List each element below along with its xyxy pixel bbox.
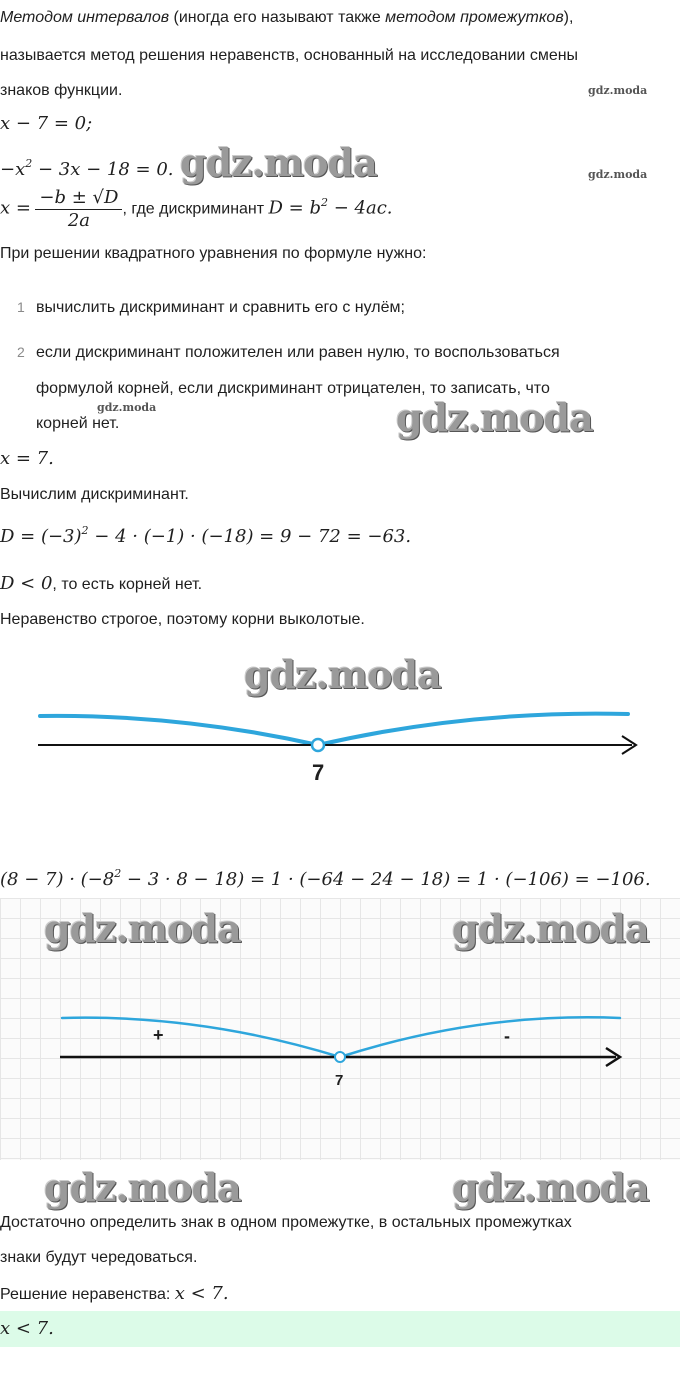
root-formula <box>0 187 393 232</box>
watermark-small: gdz.moda <box>588 168 648 181</box>
formula-denominator: 2a <box>67 210 91 231</box>
point-label: 7 <box>335 1072 344 1089</box>
disc-result-text: , то есть корней нет. <box>52 576 203 593</box>
disc-calc-b: − 4 · (−1) · (−18) = 9 − 72 = −63. <box>88 526 412 547</box>
answer-text: x < 7. <box>0 1318 54 1339</box>
disc-result-math: D < 0 <box>0 573 53 594</box>
formula-fraction <box>35 187 122 232</box>
minus-sign: - <box>504 1026 510 1046</box>
formula-disc-exp: 2 <box>321 195 329 209</box>
watermark-large: gdz.moda <box>44 906 241 951</box>
formula-disc-end: − 4ac. <box>328 197 393 219</box>
alternate-line-1: Достаточно определить знак в одном промежутке, в остальных промежутках <box>0 1214 572 1231</box>
term-gap-method: методом промежутков <box>385 9 564 26</box>
watermark-small: gdz.moda <box>588 84 648 97</box>
watermark-large: gdz.moda <box>452 906 649 951</box>
disc-result <box>0 574 202 595</box>
strict-note: Неравенство строгое, поэтому корни выколотые. <box>0 611 365 628</box>
solution-line <box>0 1284 229 1305</box>
intro-line-2: называется метод решения неравенств, основанный на исследовании смены <box>0 47 579 64</box>
test-calculation <box>0 867 651 892</box>
answer-box <box>0 1311 680 1347</box>
open-point <box>312 739 324 751</box>
eq2-part-b: − 3x − 18 = 0. <box>32 159 174 180</box>
disc-calc-a: D = (−3) <box>0 526 82 547</box>
intro-text-2: ), <box>563 9 574 26</box>
watermark-large: gdz.moda <box>44 1165 241 1210</box>
term-interval-method: Методом интервалов <box>0 9 170 26</box>
intro-line-3: знаков функции. <box>0 82 123 99</box>
step-2-line-3: корней нет. <box>36 415 120 432</box>
step-2-line-1: если дискриминант положителен или равен нулю, то воспользоваться <box>36 344 560 361</box>
solution-label: Решение неравенства: <box>0 1286 175 1303</box>
intro-text-1: (иногда его называют также <box>169 9 386 26</box>
disc-calc-exp: 2 <box>81 524 89 537</box>
watermark-small: gdz.moda <box>97 401 157 414</box>
watermark-large: gdz.moda <box>180 140 377 185</box>
step-1-text: вычислить дискриминант и сравнить его с нулём; <box>36 299 405 316</box>
calc-disc-label: Вычислим дискриминант. <box>0 486 189 503</box>
watermark-large: gdz.moda <box>396 395 593 440</box>
root-value: x = 7. <box>0 448 54 469</box>
eq2-exp: 2 <box>25 157 33 170</box>
watermark-large: gdz.moda <box>452 1165 649 1210</box>
eq2-part-a: −x <box>0 159 26 180</box>
step-number: 1 <box>17 299 25 315</box>
plus-sign: + <box>153 1025 164 1045</box>
number-line-diagram-1 <box>0 690 680 810</box>
step-2-line-2: формулой корней, если дискриминант отрицателен, то записать, что <box>36 380 550 397</box>
equation-linear: x − 7 = 0; <box>0 113 93 134</box>
formula-lhs: x = <box>0 197 31 219</box>
formula-text: , где дискриминант <box>122 200 269 218</box>
disc-calculation <box>0 524 412 549</box>
step-number: 2 <box>17 344 25 360</box>
open-point <box>335 1052 345 1062</box>
test-calc-b: − 3 · 8 − 18) = 1 · (−64 − 24 − 18) = 1 · (−106) = −106. <box>121 869 651 890</box>
watermark-large: gdz.moda <box>244 652 441 697</box>
point-label: 7 <box>312 760 325 785</box>
test-calc-exp: 2 <box>114 867 122 880</box>
formula-numerator: −b ± √D <box>35 187 122 210</box>
test-calc-a: (8 − 7) · (−8 <box>0 869 115 890</box>
alternate-line-2: знаки будут чередоваться. <box>0 1249 198 1266</box>
sign-curve <box>62 1017 620 1057</box>
quad-intro: При решении квадратного уравнения по формуле нужно: <box>0 245 427 262</box>
solution-math: x < 7. <box>174 1283 229 1304</box>
equation-quadratic <box>0 157 174 182</box>
intro-line-1 <box>0 8 573 28</box>
sign-curve <box>40 714 628 745</box>
formula-disc: D = b <box>268 197 322 219</box>
